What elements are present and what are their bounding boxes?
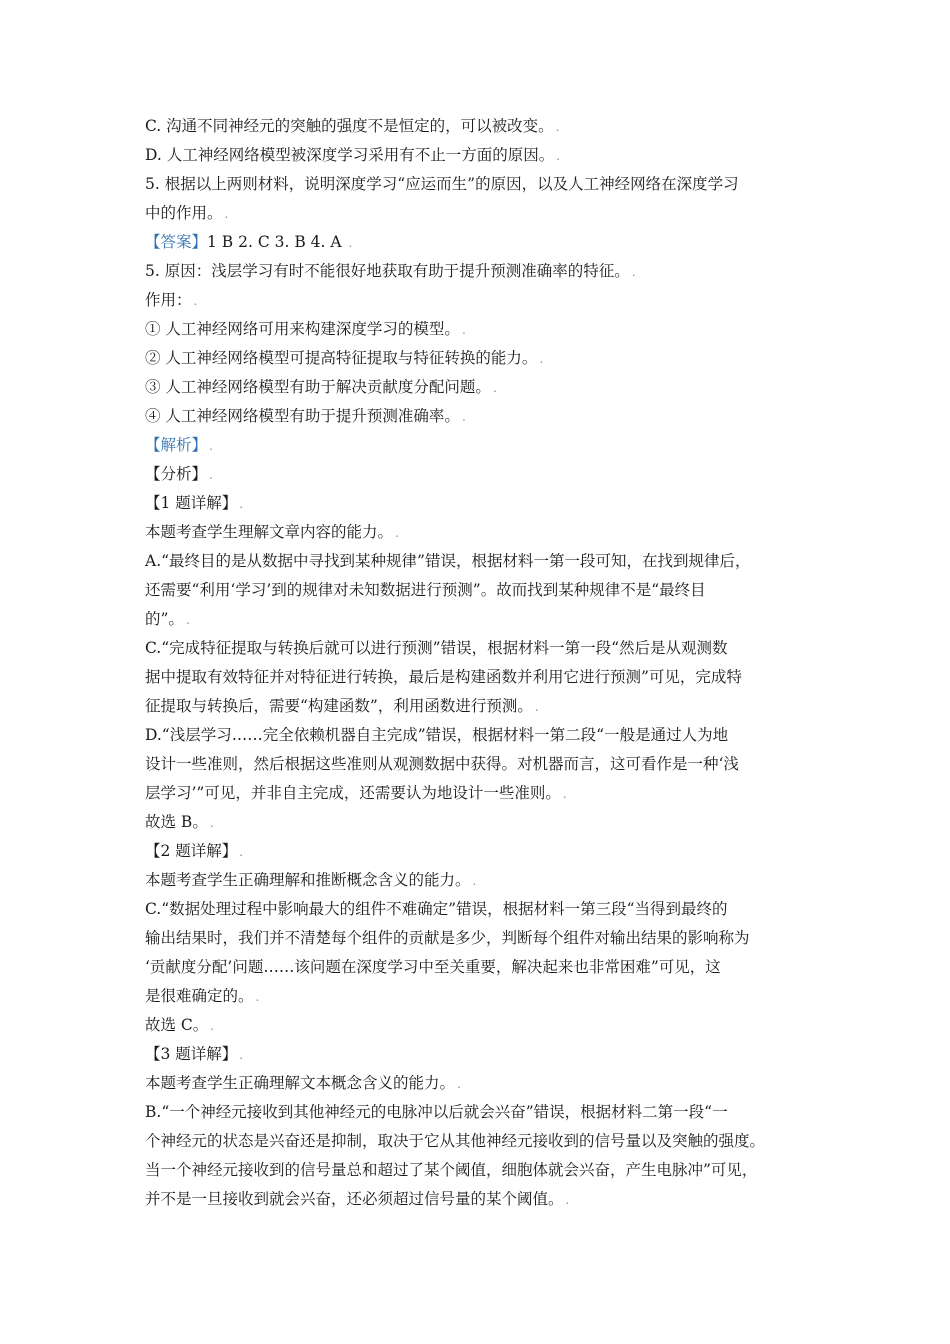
analysis-label: 【解析】 <box>145 436 208 454</box>
text-line <box>145 634 810 663</box>
paragraph-mark-icon: . <box>185 613 190 627</box>
text-line <box>145 895 810 924</box>
line-text: 1 B 2. C 3. B 4. A <box>207 233 347 251</box>
text-line <box>145 1127 810 1156</box>
text-line <box>145 489 810 518</box>
line-text: 5. 原因：浅层学习有时不能很好地获取有助于提升预测准确率的特征。 <box>145 262 630 280</box>
line-text: ③ 人工神经网络模型有助于解决贡献度分配问题。 <box>145 378 491 396</box>
line-text: 中的作用。 <box>145 204 223 222</box>
paragraph-mark-icon: . <box>562 787 567 801</box>
paragraph-mark-icon: . <box>348 236 353 250</box>
paragraph-mark-icon: . <box>555 120 560 134</box>
line-text: 本题考查学生正确理解和推断概念含义的能力。 <box>145 871 471 889</box>
paragraph-mark-icon: . <box>539 352 544 366</box>
text-line <box>145 837 810 866</box>
text-line <box>145 750 810 779</box>
text-line <box>145 257 810 286</box>
paragraph-mark-icon: . <box>534 700 539 714</box>
text-line <box>145 866 810 895</box>
text-line <box>145 1069 810 1098</box>
answer-line <box>145 228 810 257</box>
paragraph-mark-icon: . <box>255 990 260 1004</box>
line-text: ② 人工神经网络模型可提高特征提取与特征转换的能力。 <box>145 349 538 367</box>
line-text: ① 人工神经网络可用来构建深度学习的模型。 <box>145 320 460 338</box>
line-text: 5. 根据以上两则材料，说明深度学习“应运而生”的原因，以及人工神经网络在深度学习 <box>145 175 739 193</box>
line-text: 【3 题详解】 <box>145 1045 238 1063</box>
answer-label: 【答案】 <box>145 233 208 251</box>
line-text: 本题考查学生理解文章内容的能力。 <box>145 523 394 541</box>
text-line <box>145 1040 810 1069</box>
line-text: 是很难确定的。 <box>145 987 254 1005</box>
text-line <box>145 663 810 692</box>
text-line <box>145 808 810 837</box>
line-text: 当一个神经元接收到的信号量总和超过了某个阈值，细胞体就会兴奋，产生电脉冲”可见， <box>145 1161 758 1179</box>
line-text: C.“完成特征提取与转换后就可以进行预测”错误，根据材料一第一段“然后是从观测数 <box>145 639 728 657</box>
line-text: 并不是一旦接收到就会兴奋，还必须超过信号量的某个阈值。 <box>145 1190 564 1208</box>
paragraph-mark-icon: . <box>565 1193 570 1207</box>
text-line <box>145 315 810 344</box>
paragraph-mark-icon: . <box>631 265 636 279</box>
text-line <box>145 1011 810 1040</box>
text-line <box>145 953 810 982</box>
line-text: ④ 人工神经网络模型有助于提升预测准确率。 <box>145 407 460 425</box>
paragraph-mark-icon: . <box>556 149 561 163</box>
line-text: 作用： <box>145 291 192 309</box>
text-line <box>145 1156 810 1185</box>
line-text: 的”。 <box>145 610 184 628</box>
text-line <box>145 286 810 315</box>
paragraph-mark-icon: . <box>461 410 466 424</box>
text-line <box>145 141 810 170</box>
text-line <box>145 402 810 431</box>
paragraph-mark-icon: . <box>210 1019 215 1033</box>
text-line <box>145 605 810 634</box>
line-text: B.“一个神经元接收到其他神经元的电脉冲以后就会兴奋”错误，根据材料二第一段“一 <box>145 1103 728 1121</box>
line-text: 本题考查学生正确理解文本概念含义的能力。 <box>145 1074 456 1092</box>
paragraph-mark-icon: . <box>239 497 244 511</box>
text-line <box>145 518 810 547</box>
paragraph-mark-icon: . <box>395 526 399 540</box>
text-line <box>145 199 810 228</box>
paragraph-mark-icon: . <box>209 816 214 830</box>
paragraph-mark-icon: . <box>193 294 198 308</box>
line-text: 层学习’”可见，并非自主完成，还需要认为地设计一些准则。 <box>145 784 561 802</box>
text-line <box>145 1185 810 1214</box>
line-text: 设计一些准则，然后根据这些准则从观测数据中获得。对机器而言，这可看作是一种‘浅 <box>145 755 739 773</box>
paragraph-mark-icon: . <box>457 1077 461 1091</box>
text-line <box>145 460 810 489</box>
text-line <box>145 1098 810 1127</box>
analysis-line <box>145 431 810 460</box>
paragraph-mark-icon: . <box>209 439 213 453</box>
line-text: 个神经元的状态是兴奋还是抑制，取决于它从其他神经元接收到的信号量以及突触的强度。 <box>145 1132 766 1150</box>
paragraph-mark-icon: . <box>461 323 466 337</box>
line-text: A.“最终目的是从数据中寻找到某种规律”错误，根据材料一第一段可知，在找到规律后， <box>145 552 751 570</box>
text-line <box>145 924 810 953</box>
paragraph-mark-icon: . <box>239 845 244 859</box>
text-line <box>145 170 810 199</box>
line-text: 征提取与转换后，需要“构建函数”，利用函数进行预测。 <box>145 697 533 715</box>
line-text: D.“浅层学习……完全依赖机器自主完成”错误，根据材料一第二段“一般是通过人为地 <box>145 726 729 744</box>
line-text: 【2 题详解】 <box>145 842 238 860</box>
text-line <box>145 547 810 576</box>
line-text: ‘贡献度分配’问题……该问题在深度学习中至关重要，解决起来也非常困难”可见，这 <box>145 958 721 976</box>
line-text: C. 沟通不同神经元的突触的强度不是恒定的，可以被改变。 <box>145 117 554 135</box>
paragraph-mark-icon: . <box>472 874 477 888</box>
line-text: 故选 B。 <box>145 813 208 831</box>
text-line <box>145 982 810 1011</box>
line-text: 故选 C。 <box>145 1016 209 1034</box>
document-page <box>145 112 810 1214</box>
paragraph-mark-icon: . <box>209 468 213 482</box>
text-line <box>145 692 810 721</box>
paragraph-mark-icon: . <box>239 1048 244 1062</box>
text-line <box>145 344 810 373</box>
line-text: D. 人工神经网络模型被深度学习采用有不止一方面的原因。 <box>145 146 555 164</box>
text-line <box>145 112 810 141</box>
paragraph-mark-icon: . <box>224 207 229 221</box>
line-text: 【1 题详解】 <box>145 494 238 512</box>
paragraph-mark-icon: . <box>492 381 497 395</box>
text-line <box>145 576 810 605</box>
text-line <box>145 373 810 402</box>
line-text: C.“数据处理过程中影响最大的组件不难确定”错误，根据材料一第三段“当得到最终的 <box>145 900 728 918</box>
line-text: 还需要“利用‘学习’到的规律对未知数据进行预测”。故而找到某种规律不是“最终目 <box>145 581 706 599</box>
text-line <box>145 779 810 808</box>
text-line <box>145 721 810 750</box>
line-text: 据中提取有效特征并对特征进行转换，最后是构建函数并利用它进行预测”可见，完成特 <box>145 668 742 686</box>
line-text: 【分析】 <box>145 465 208 483</box>
line-text: 输出结果时，我们并不清楚每个组件的贡献是多少，判断每个组件对输出结果的影响称为 <box>145 929 750 947</box>
